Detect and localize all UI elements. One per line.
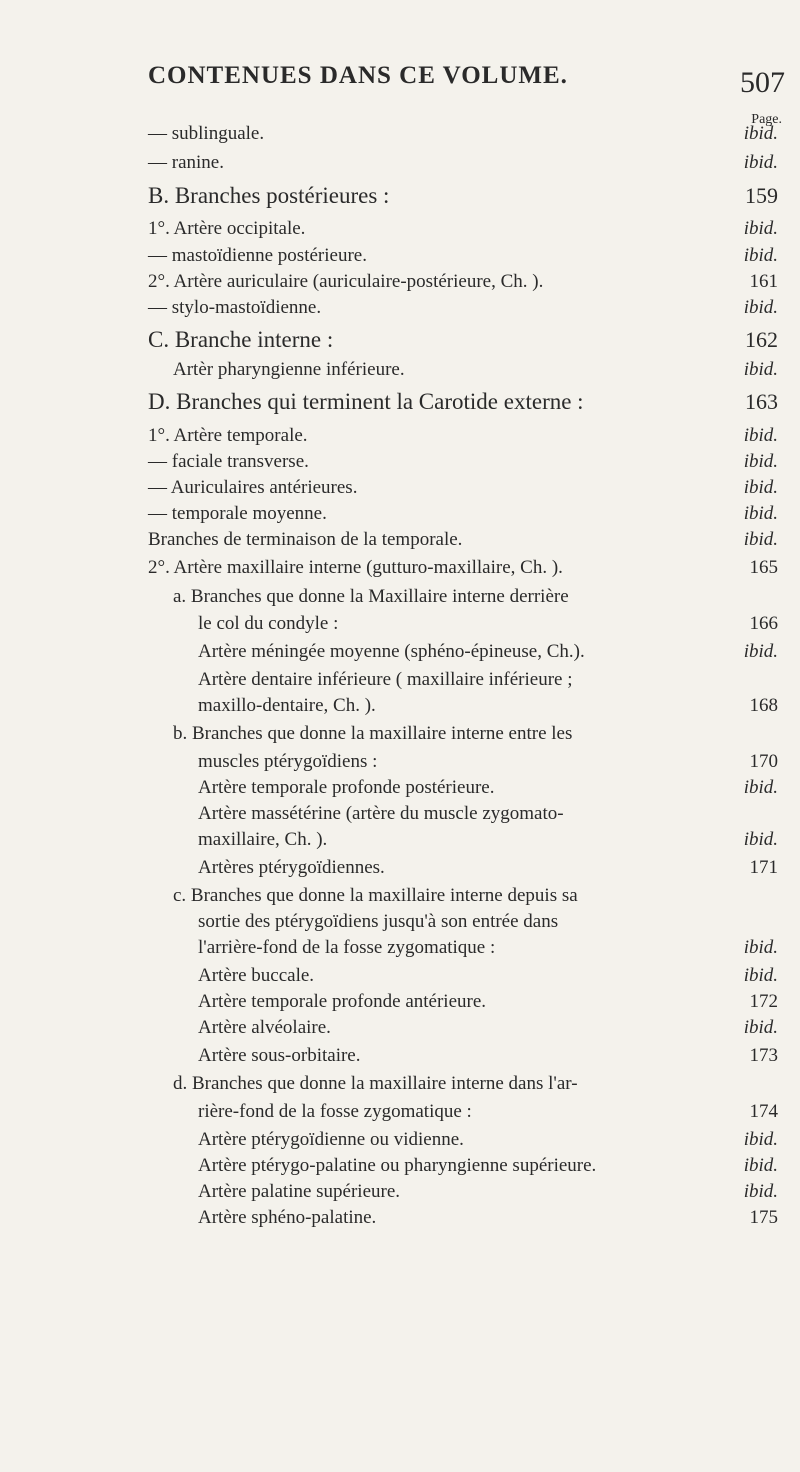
entry-text: Artère ptérygo-palatine ou pharyngienne supérieure. <box>198 1155 597 1176</box>
entry-text: 2°. Artère maxillaire interne (gutturo-maxillaire, Ch. ). <box>148 557 563 578</box>
entry-page-ref: ibid. <box>743 641 778 662</box>
entry-page-ref: ibid. <box>743 829 778 850</box>
entry-page-ref: 165 <box>749 557 778 578</box>
entry-page-ref: ibid. <box>743 218 778 239</box>
entry-page-ref: 168 <box>749 695 778 716</box>
section-heading <box>0 390 800 420</box>
entry-page-ref: ibid. <box>743 503 778 524</box>
entry-page-ref: ibid. <box>743 245 778 266</box>
list-item <box>0 1100 800 1130</box>
entry-text: maxillaire, Ch. ). <box>198 829 328 850</box>
entry-page-ref: ibid. <box>743 1181 778 1202</box>
entry-text: 2°. Artère auriculaire (auriculaire-postérieure, Ch. ). <box>148 271 544 292</box>
entry-text: d. Branches que donne la maxillaire interne dans l'ar- <box>173 1073 578 1094</box>
entry-page-ref: 170 <box>749 751 778 772</box>
list-item <box>0 528 800 558</box>
page-number: 507 <box>740 66 785 99</box>
entry-text: b. Branches que donne la maxillaire interne entre les <box>173 723 573 744</box>
list-item <box>0 151 800 181</box>
entry-text: — mastoïdienne postérieure. <box>148 245 367 266</box>
entry-page-ref: 163 <box>745 389 778 414</box>
list-item <box>0 612 800 642</box>
entry-text: c. Branches que donne la maxillaire interne depuis sa <box>173 885 578 906</box>
entry-text: Artère dentaire inférieure ( maxillaire inférieure ; <box>198 669 573 690</box>
list-item <box>0 122 800 152</box>
entry-text: Artère ptérygoïdienne ou vidienne. <box>198 1129 464 1150</box>
list-item <box>0 217 800 247</box>
entry-page-ref: 171 <box>749 857 778 878</box>
entry-page-ref: ibid. <box>743 1017 778 1038</box>
entry-text: le col du condyle : <box>198 613 339 634</box>
entry-text: — stylo-mastoïdienne. <box>148 297 322 318</box>
entry-text: Branches de terminaison de la temporale. <box>148 529 463 550</box>
entry-text: — temporale moyenne. <box>148 503 327 524</box>
entry-page-ref: 159 <box>745 183 778 208</box>
entry-text: Artère alvéolaire. <box>198 1017 331 1038</box>
entry-page-ref: ibid. <box>743 529 778 550</box>
entry-text: Artère buccale. <box>198 965 315 986</box>
entry-page-ref: ibid. <box>743 425 778 446</box>
entry-text: Artère temporale profonde antérieure. <box>198 991 487 1012</box>
entry-text: Artère palatine supérieure. <box>198 1181 401 1202</box>
list-item <box>0 358 800 388</box>
entry-text: Artère méningée moyenne (sphéno-épineuse, Ch.). <box>198 641 585 662</box>
entry-page-ref: ibid. <box>743 359 778 380</box>
list-item <box>0 1206 800 1236</box>
list-item <box>0 828 800 858</box>
section-heading <box>0 328 800 358</box>
entry-page-ref: 172 <box>749 991 778 1012</box>
list-item <box>0 936 800 966</box>
entry-page-ref: ibid. <box>743 297 778 318</box>
entry-text: a. Branches que donne la Maxillaire interne derrière <box>173 586 569 607</box>
entry-text: Artère massétérine (artère du muscle zygomato- <box>198 803 564 824</box>
section-heading <box>0 184 800 214</box>
list-item <box>0 296 800 326</box>
entry-page-ref: 173 <box>749 1045 778 1066</box>
list-item <box>0 1016 800 1046</box>
entry-page-ref: ibid. <box>743 477 778 498</box>
entry-text: — faciale transverse. <box>148 451 309 472</box>
entry-page-ref: 166 <box>749 613 778 634</box>
entry-page-ref: 161 <box>749 271 778 292</box>
entry-text: Artèr pharyngienne inférieure. <box>173 359 405 380</box>
list-item <box>0 722 800 752</box>
page-column-label: Page. <box>751 112 782 127</box>
entry-page-ref: 162 <box>745 327 778 352</box>
entry-text: Artères ptérygoïdiennes. <box>198 857 385 878</box>
list-item <box>0 585 800 615</box>
list-item <box>0 856 800 886</box>
entry-text: Artère sphéno-palatine. <box>198 1207 377 1228</box>
entry-text: l'arrière-fond de la fosse zygomatique : <box>198 937 496 958</box>
entry-text: 1°. Artère temporale. <box>148 425 308 446</box>
entry-text: — sublinguale. <box>148 123 265 144</box>
entry-page-ref: ibid. <box>743 451 778 472</box>
entry-text: rière-fond de la fosse zygomatique : <box>198 1101 472 1122</box>
entry-text: D. Branches qui terminent la Carotide externe : <box>148 389 584 414</box>
list-item <box>0 556 800 586</box>
list-item <box>0 694 800 724</box>
running-header: CONTENUES DANS CE VOLUME. <box>148 62 568 89</box>
entry-text: — ranine. <box>148 152 224 173</box>
entry-page-ref: ibid. <box>743 965 778 986</box>
entry-page-ref: ibid. <box>743 1129 778 1150</box>
entry-page-ref: 174 <box>749 1101 778 1122</box>
entry-text: maxillo-dentaire, Ch. ). <box>198 695 376 716</box>
list-item <box>0 1072 800 1102</box>
list-item <box>0 1044 800 1074</box>
entry-page-ref: 175 <box>749 1207 778 1228</box>
entry-text: 1°. Artère occipitale. <box>148 218 306 239</box>
entry-text: Artère sous-orbitaire. <box>198 1045 361 1066</box>
list-item <box>0 640 800 670</box>
entry-page-ref: ibid. <box>743 937 778 958</box>
entry-page-ref: ibid. <box>743 777 778 798</box>
entry-text: — Auriculaires antérieures. <box>148 477 358 498</box>
entry-text: Artère temporale profonde postérieure. <box>198 777 495 798</box>
entry-page-ref: ibid. <box>743 152 778 173</box>
entry-page-ref: ibid. <box>743 1155 778 1176</box>
entry-page-ref: ibid. <box>743 123 778 144</box>
entry-text: muscles ptérygoïdiens : <box>198 751 378 772</box>
entry-text: B. Branches postérieures : <box>148 183 390 208</box>
entry-text: C. Branche interne : <box>148 327 334 352</box>
entry-text: sortie des ptérygoïdiens jusqu'à son entrée dans <box>198 911 559 932</box>
